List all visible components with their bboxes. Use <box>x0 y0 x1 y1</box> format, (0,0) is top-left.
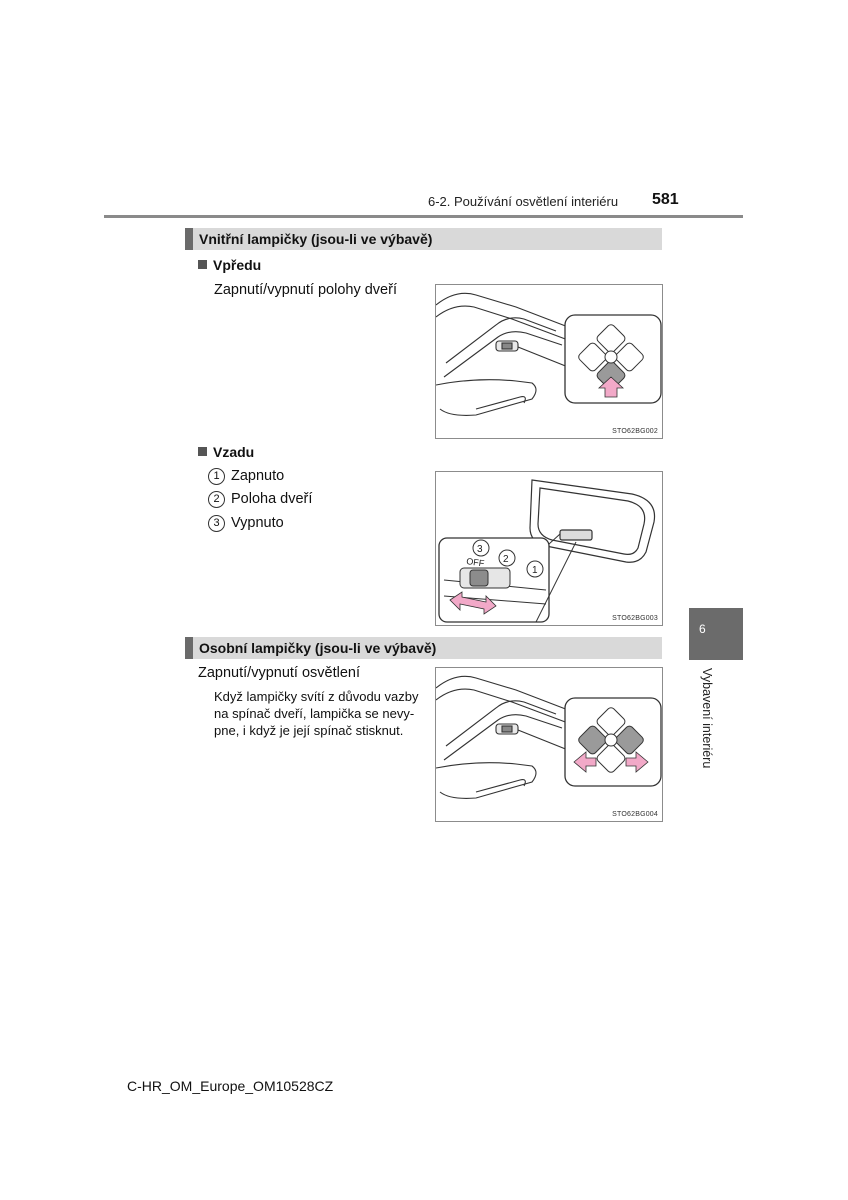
rear-lights-illustration <box>436 472 662 625</box>
section-heading-personal-lights <box>185 637 662 659</box>
chapter-side-tab <box>689 608 743 660</box>
figure-code: STO62BG002 <box>612 428 658 435</box>
figure-rear-lights <box>435 471 663 626</box>
subheading-rear <box>198 444 254 460</box>
note-line: na spínač dveří, lampička se nevy- <box>214 706 415 721</box>
callout-3: 3 <box>477 544 483 555</box>
figure-code: STO62BG004 <box>612 811 658 818</box>
list-item <box>208 468 284 485</box>
note-line: pne, i když je její spínač stisknut. <box>214 723 404 738</box>
note-line: Když lampičky svítí z důvodu vazby <box>214 689 419 704</box>
subheading-front <box>198 257 261 273</box>
front-description: Zapnutí/vypnutí polohy dveří <box>214 282 397 298</box>
document-code: C-HR_OM_Europe_OM10528CZ <box>127 1078 334 1094</box>
list-item-label: Zapnuto <box>231 468 285 484</box>
number-circle: 1 <box>208 468 225 485</box>
subheading-text: Vzadu <box>213 444 255 460</box>
off-label: OFF <box>465 556 485 569</box>
figure-code: STO62BG003 <box>612 615 658 622</box>
number-circle: 3 <box>208 515 225 532</box>
personal-lights-description: Zapnutí/vypnutí osvětlení <box>198 665 361 681</box>
list-item <box>208 491 312 508</box>
subheading-text: Vpředu <box>213 257 262 273</box>
figure-personal-lights <box>435 667 663 822</box>
list-item <box>208 515 284 532</box>
switch-panel-icon <box>565 698 661 786</box>
section-title: Osobní lampičky (jsou-li ve výbavě) <box>199 640 437 656</box>
chapter-number: 6 <box>699 622 706 636</box>
figure-front-lights <box>435 284 663 439</box>
personal-lights-illustration <box>436 668 662 821</box>
section-title: Vnitřní lampičky (jsou-li ve výbavě) <box>199 231 433 247</box>
header-rule <box>104 215 743 218</box>
callout-2: 2 <box>503 554 509 565</box>
section-heading-interior-lights <box>185 228 662 250</box>
chapter-title: 6-2. Používání osvětlení interiéru <box>428 194 619 209</box>
callout-1: 1 <box>532 565 538 576</box>
number-circle: 2 <box>208 491 225 508</box>
square-bullet-icon <box>198 447 207 456</box>
square-bullet-icon <box>198 260 207 269</box>
list-item-label: Poloha dveří <box>231 491 313 507</box>
front-lights-illustration <box>436 285 662 438</box>
page-number: 581 <box>652 191 679 208</box>
list-item-label: Vypnuto <box>231 515 284 531</box>
chapter-side-label: Vybavení interiéru <box>700 668 714 769</box>
